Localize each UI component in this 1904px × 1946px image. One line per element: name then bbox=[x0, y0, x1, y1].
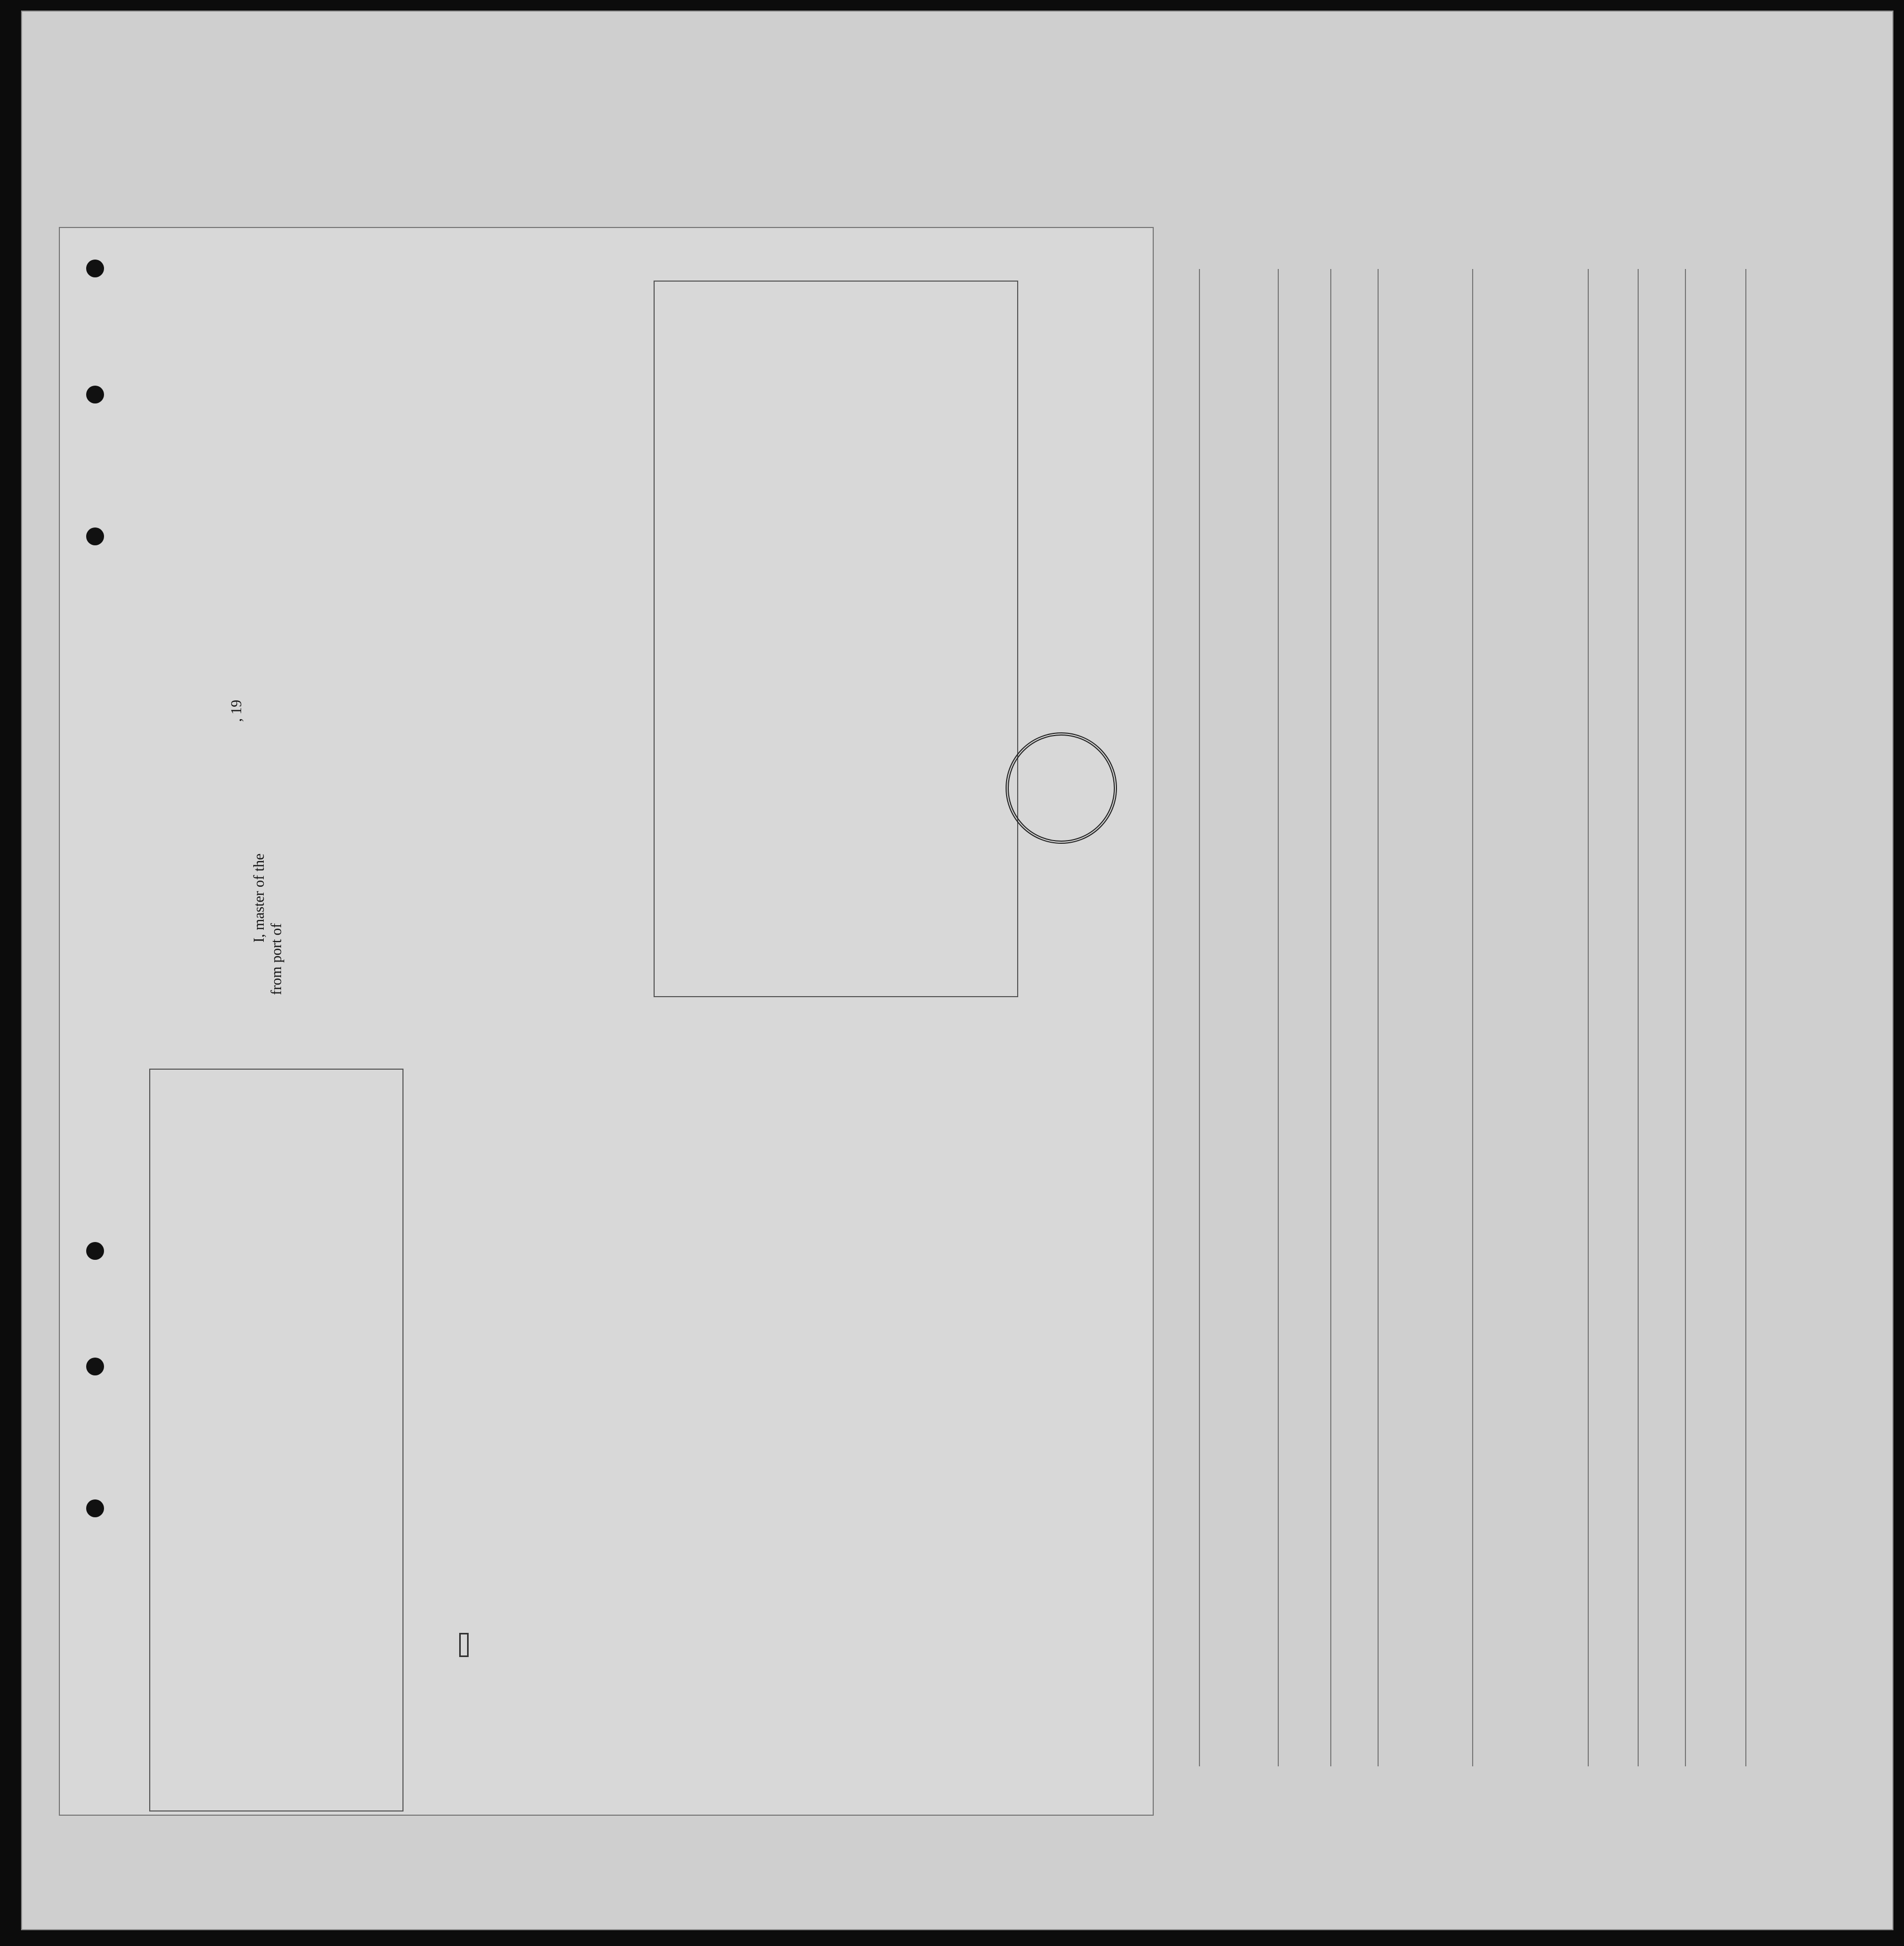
deserting-table bbox=[654, 281, 1018, 997]
manifest-page bbox=[21, 11, 1893, 1930]
statement-body: , 19 I, master of the from port of bbox=[229, 700, 285, 995]
signed-on-table bbox=[149, 1069, 403, 1812]
master-statement-sheet bbox=[59, 227, 1154, 1816]
ellis-island-stamp bbox=[1006, 732, 1117, 844]
record-division-stamp bbox=[459, 1633, 469, 1657]
